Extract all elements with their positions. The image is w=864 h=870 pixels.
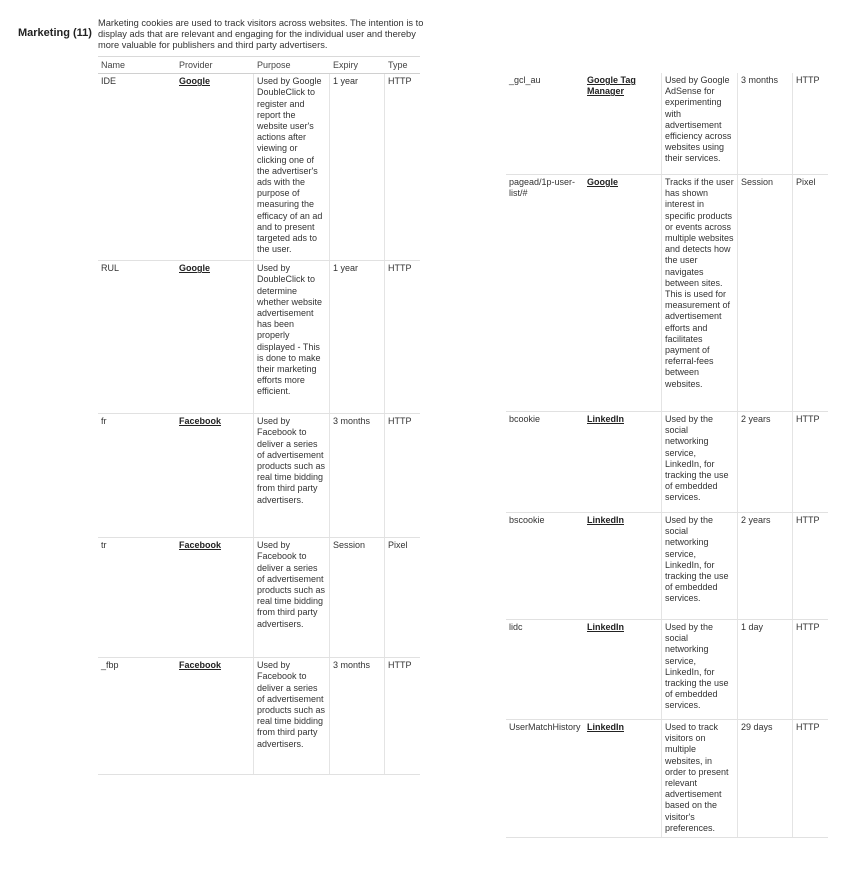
cookie-purpose: Used by Google AdSense for experimenting with advertisement efficiency across websites using their services. <box>661 73 738 174</box>
cookie-type: HTTP <box>384 414 420 537</box>
cookie-name: tr <box>101 540 107 551</box>
cookie-expiry: 3 months <box>741 75 779 85</box>
cookie-type: Pixel <box>384 538 420 657</box>
table-row <box>506 513 828 620</box>
cookie-name: _fbp <box>101 660 119 671</box>
cookie-name: pagead/1p-user-list/# <box>509 177 576 199</box>
column-header-purpose: Purpose <box>257 60 291 70</box>
provider-link[interactable]: Facebook <box>179 416 222 427</box>
cookie-name: _gcl_au <box>509 75 541 85</box>
provider-link[interactable]: LinkedIn <box>587 622 625 632</box>
divider <box>98 56 420 57</box>
provider-link[interactable]: Facebook <box>179 540 222 551</box>
provider-link[interactable]: Google <box>587 177 618 187</box>
cookie-type: Pixel <box>792 175 828 411</box>
provider-link[interactable]: LinkedIn <box>587 414 625 424</box>
table-row <box>506 620 828 720</box>
cookie-type: HTTP <box>792 513 828 619</box>
cookie-purpose: Used by the social networking service, LinkedIn, for tracking the use of embedded services. <box>661 412 738 512</box>
cookie-expiry: 3 months <box>333 416 371 427</box>
cookie-type: HTTP <box>384 261 420 413</box>
cookie-type: HTTP <box>792 73 828 174</box>
cookie-name: RUL <box>101 263 120 274</box>
cookie-expiry: 1 day <box>741 622 764 632</box>
provider-link[interactable]: Google Tag Manager <box>587 75 636 97</box>
cookie-expiry: 3 months <box>333 660 371 671</box>
cookie-name: fr <box>101 416 107 427</box>
cookie-purpose: Used to track visitors on multiple websites, in order to present relevant advertisement based on the visitor's preferences. <box>661 720 738 837</box>
table-row <box>506 720 828 838</box>
provider-link[interactable]: LinkedIn <box>587 515 625 525</box>
column-header-type: Type <box>388 60 408 70</box>
cookie-purpose: Used by Google DoubleClick to register and report the website user's actions after viewing or clicking one of the advertiser's ads with the purpose of measuring the efficacy of an ad and to present targeted ads to the user. <box>253 74 330 260</box>
cookie-type: HTTP <box>384 74 420 260</box>
cookie-expiry: Session <box>333 540 366 551</box>
cookie-expiry: 1 year <box>333 76 359 87</box>
cookie-name: bscookie <box>509 515 545 525</box>
table-row <box>506 175 828 412</box>
column-header-provider: Provider <box>179 60 213 70</box>
cookie-table-left <box>98 59 420 775</box>
cookie-expiry: 2 years <box>741 414 771 424</box>
cookie-type: HTTP <box>792 620 828 719</box>
table-row <box>98 538 420 658</box>
table-row <box>98 74 420 261</box>
cookie-table-right <box>506 73 828 838</box>
cookie-expiry: 2 years <box>741 515 771 525</box>
provider-link[interactable]: Facebook <box>179 660 222 671</box>
provider-link[interactable]: Google <box>179 263 210 274</box>
provider-link[interactable]: LinkedIn <box>587 722 625 732</box>
cookie-purpose: Used by Facebook to deliver a series of advertisement products such as real time bidding from third party advertisers. <box>253 658 330 774</box>
table-header <box>98 59 420 74</box>
table-row <box>98 658 420 775</box>
cookie-purpose: Used by Facebook to deliver a series of advertisement products such as real time bidding from third party advertisers. <box>253 414 330 537</box>
cookie-purpose: Used by the social networking service, LinkedIn, for tracking the use of embedded services. <box>661 620 738 719</box>
table-row <box>506 412 828 513</box>
cookie-expiry: 29 days <box>741 722 773 732</box>
cookie-name: bcookie <box>509 414 541 424</box>
cookie-type: HTTP <box>792 720 828 837</box>
column-header-expiry: Expiry <box>333 60 359 70</box>
cookie-purpose: Used by the social networking service, LinkedIn, for tracking the use of embedded services. <box>661 513 738 619</box>
cookie-expiry: 1 year <box>333 263 359 274</box>
section-title: Marketing (11) <box>18 27 92 39</box>
cookie-type: HTTP <box>792 412 828 512</box>
provider-link[interactable]: Google <box>179 76 210 87</box>
cookie-name: lidc <box>509 622 523 632</box>
cookie-expiry: Session <box>741 177 774 187</box>
cookie-purpose: Used by Facebook to deliver a series of advertisement products such as real time bidding from third party advertisers. <box>253 538 330 657</box>
table-row <box>98 414 420 538</box>
table-row <box>98 261 420 414</box>
cookie-type: HTTP <box>384 658 420 774</box>
cookie-purpose: Used by DoubleClick to determine whether website advertisement has been properly displayed - This is done to make their marketing efforts more efficient. <box>253 261 330 413</box>
column-header-name: Name <box>101 60 126 70</box>
cookie-name: IDE <box>101 76 117 87</box>
section-description: Marketing cookies are used to track visitors across websites. The intention is to display ads that are relevant and engaging for the individual user and thereby more valuable for publishers and third party advertisers. <box>98 18 424 50</box>
table-row <box>506 73 828 175</box>
cookie-purpose: Tracks if the user has shown interest in specific products or events across multiple websites and detects how the user navigates between sites. This is used for measurement of advertisement efforts and facilitates payment of referral-fees between websites. <box>661 175 738 411</box>
cookie-name: UserMatchHistory <box>509 722 581 732</box>
